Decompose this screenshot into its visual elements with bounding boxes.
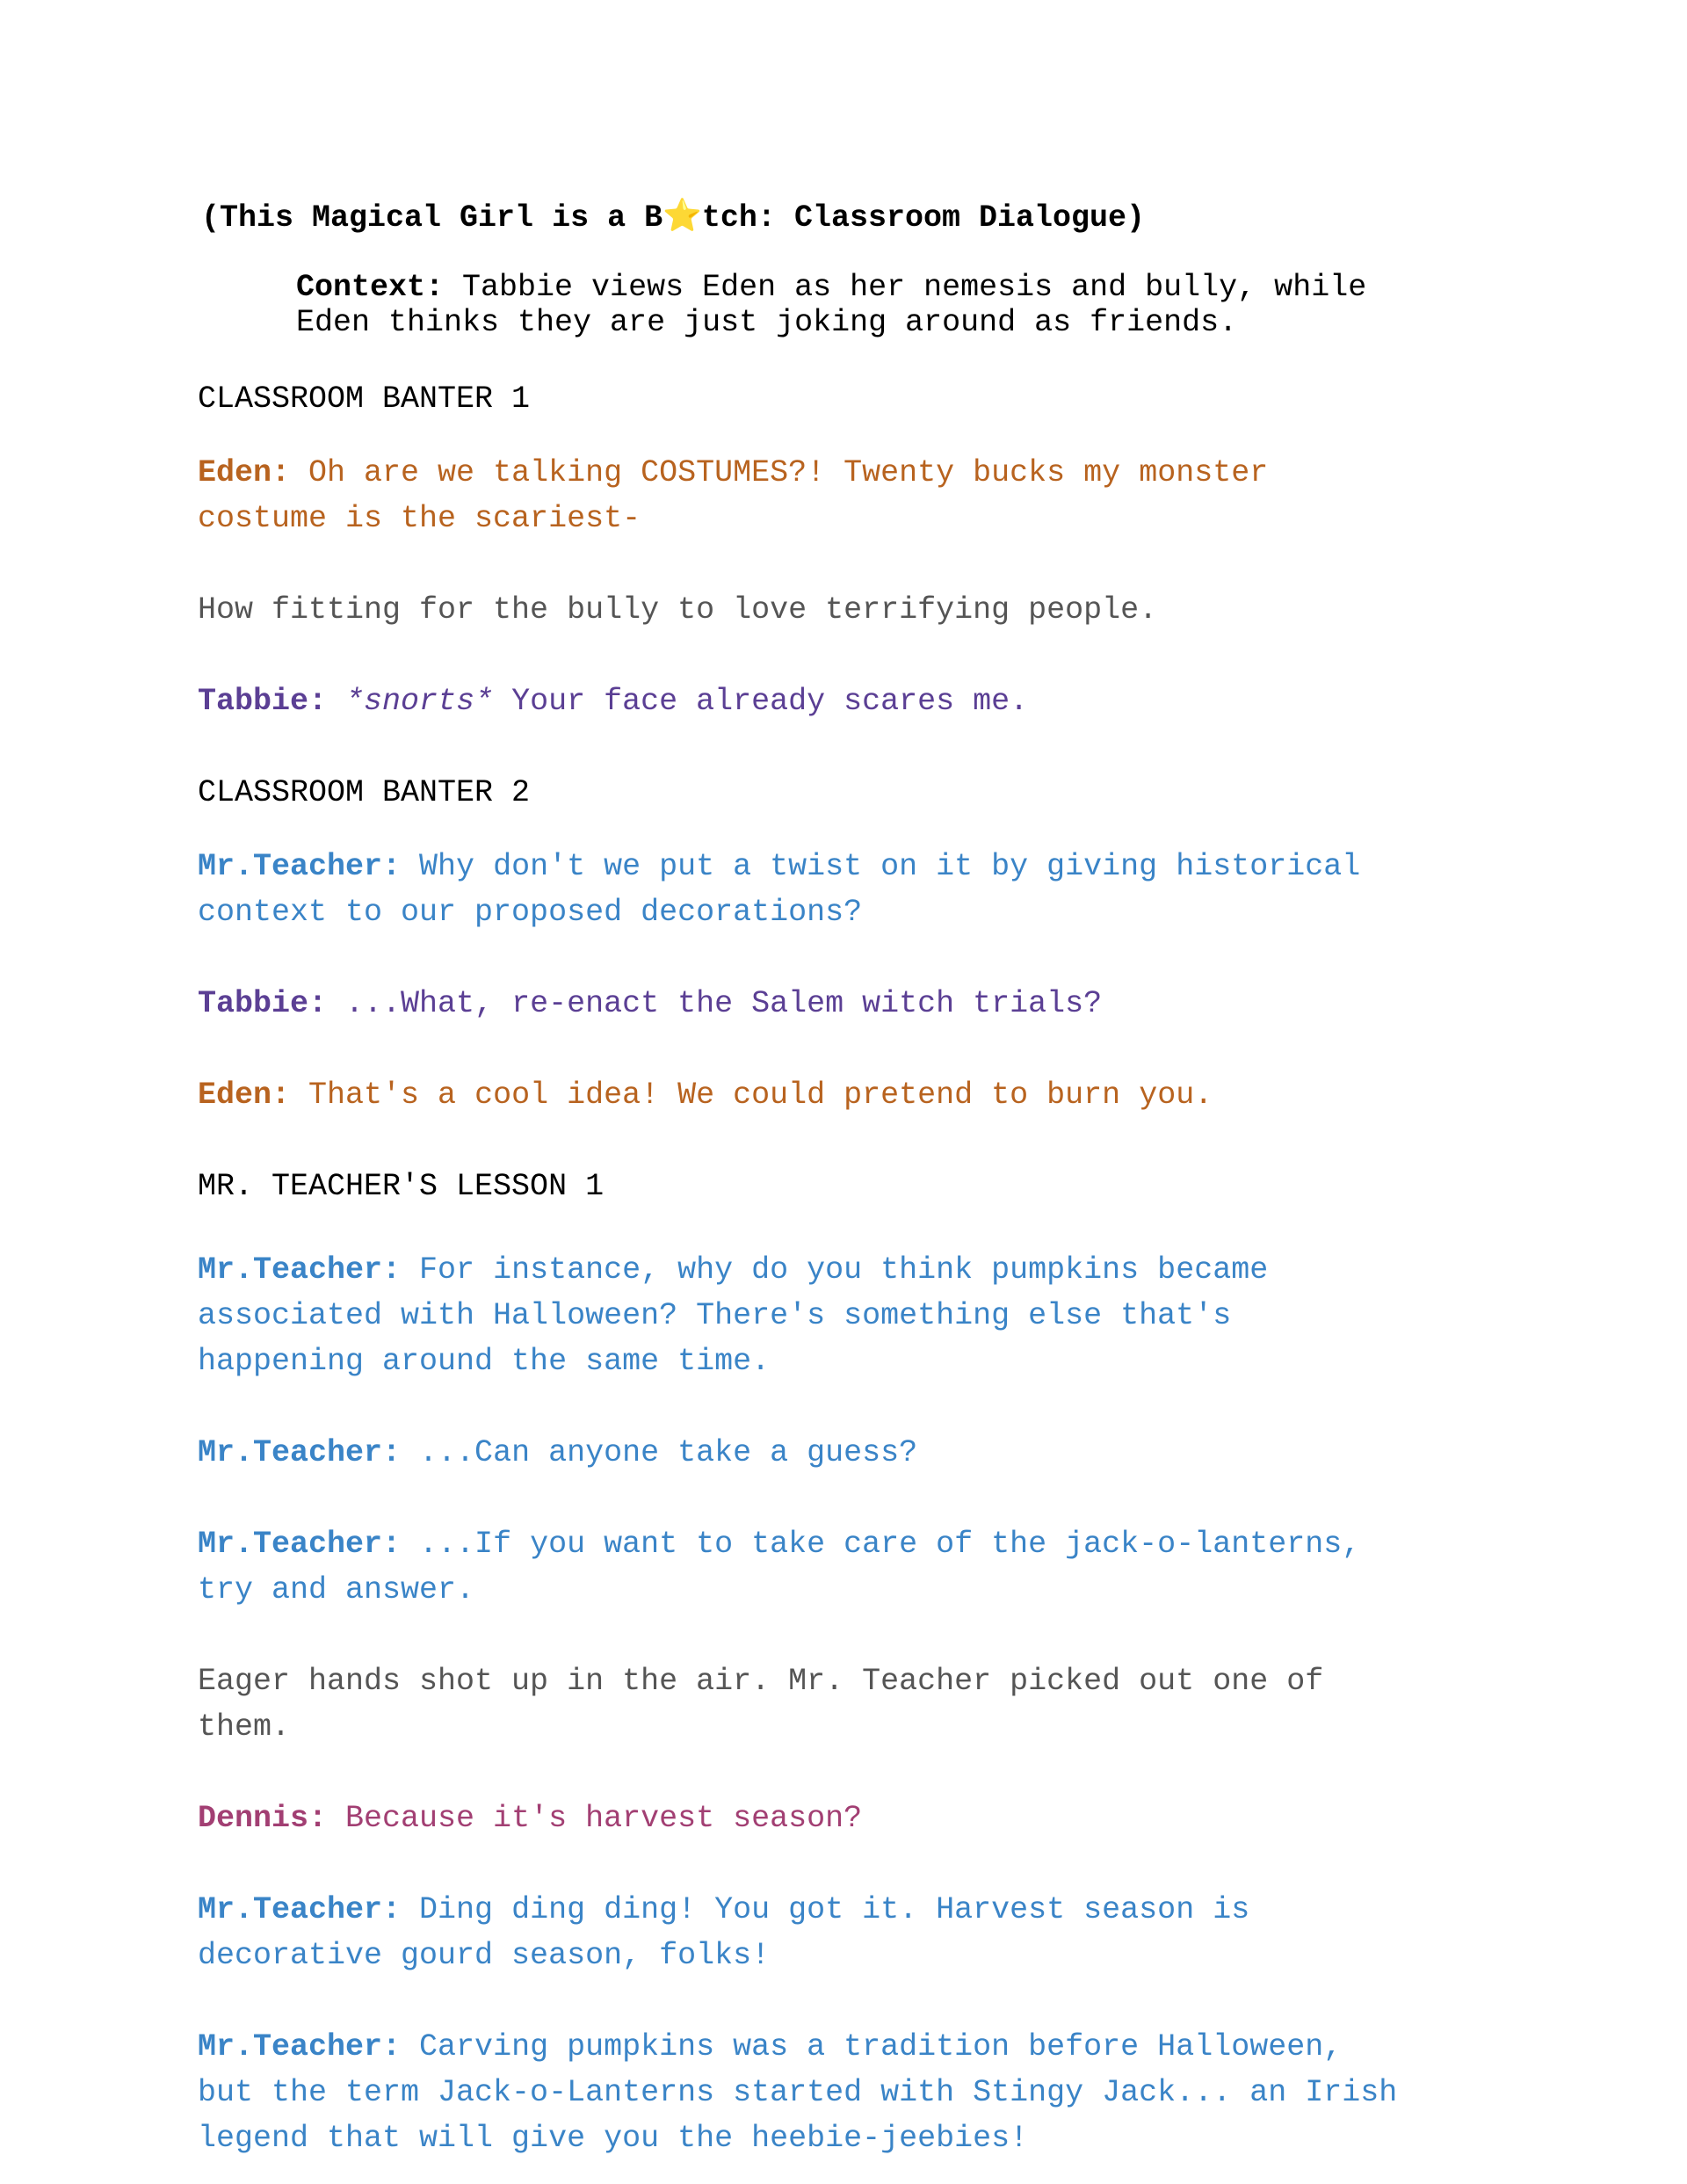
dialogue-dennis-1	[198, 1796, 1507, 1841]
line-text: ...What, re-enact the Salem witch trials?	[327, 986, 1103, 1021]
line-text: Because it's harvest season?	[327, 1801, 863, 1836]
section-heading-lesson-1: MR. TEACHER'S LESSON 1	[198, 1169, 605, 1204]
star-icon: ⭐	[662, 198, 702, 234]
speaker-dennis: Dennis:	[198, 1801, 328, 1836]
document-title	[201, 195, 1145, 239]
speaker-teacher: Mr.Teacher:	[198, 1892, 402, 1927]
dialogue-eden-1	[198, 450, 1507, 541]
line-text: ...If you want to take care of the jack-o-lanterns, try and answer.	[198, 1527, 1361, 1607]
speaker-teacher: Mr.Teacher:	[198, 1435, 402, 1470]
narration-2: Eager hands shot up in the air. Mr. Teacher picked out one of them.	[198, 1664, 1324, 1745]
title-suffix: tch: Classroom Dialogue)	[701, 200, 1146, 236]
line-text: Why don't we put a twist on it by giving historical context to our proposed decorations?	[198, 849, 1361, 930]
section-heading-banter-1: CLASSROOM BANTER 1	[198, 381, 531, 417]
narration-1: How fitting for the bully to love terrifying people.	[198, 592, 1158, 628]
dialogue-teacher-2	[198, 1247, 1507, 1384]
stage-action: *snorts*	[345, 684, 494, 719]
line-text: Ding ding ding! You got it. Harvest season is decorative gourd season, folks!	[198, 1892, 1250, 1973]
dialogue-teacher-4	[198, 1521, 1507, 1613]
line-text: Carving pumpkins was a tradition before Halloween, but the term Jack-o-Lanterns started with Stingy Jack... an Irish legend that will give you the heebie-jeebies!	[198, 2029, 1398, 2156]
context-note	[296, 270, 1526, 340]
dialogue-teacher-5	[198, 1887, 1507, 1978]
speaker-teacher: Mr.Teacher:	[198, 1527, 402, 1562]
line-text: For instance, why do you think pumpkins became associated with Halloween? There's something else that's happening around the same time.	[198, 1252, 1269, 1379]
speaker-tabbie: Tabbie:	[198, 986, 328, 1021]
dialogue-tabbie-2	[198, 981, 1507, 1027]
dialogue-teacher-6	[198, 2024, 1507, 2161]
line-text: Your face already scares me.	[493, 684, 1029, 719]
speaker-teacher: Mr.Teacher:	[198, 2029, 402, 2064]
line-text: Oh are we talking COSTUMES?! Twenty bucks my monster costume is the scariest-	[198, 455, 1269, 536]
speaker-eden: Eden:	[198, 455, 291, 490]
speaker-teacher: Mr.Teacher:	[198, 1252, 402, 1288]
section-heading-banter-2: CLASSROOM BANTER 2	[198, 775, 531, 810]
dialogue-teacher-1	[198, 844, 1507, 935]
dialogue-tabbie-1	[198, 678, 1507, 724]
title-prefix: (This Magical Girl is a B	[201, 200, 663, 236]
speaker-tabbie: Tabbie:	[198, 684, 328, 719]
context-line-1	[296, 270, 1526, 305]
line-text: ...Can anyone take a guess?	[401, 1435, 918, 1470]
dialogue-teacher-3	[198, 1430, 1507, 1476]
speaker-eden: Eden:	[198, 1077, 291, 1113]
dialogue-eden-2	[198, 1072, 1507, 1118]
context-line-2: Eden thinks they are just joking around as friends.	[296, 305, 1238, 340]
context-label: Context:	[296, 270, 445, 305]
context-text-1: Tabbie views Eden as her nemesis and bully, while	[444, 270, 1367, 305]
line-text: That's a cool idea! We could pretend to burn you.	[290, 1077, 1213, 1113]
speaker-teacher: Mr.Teacher:	[198, 849, 402, 884]
